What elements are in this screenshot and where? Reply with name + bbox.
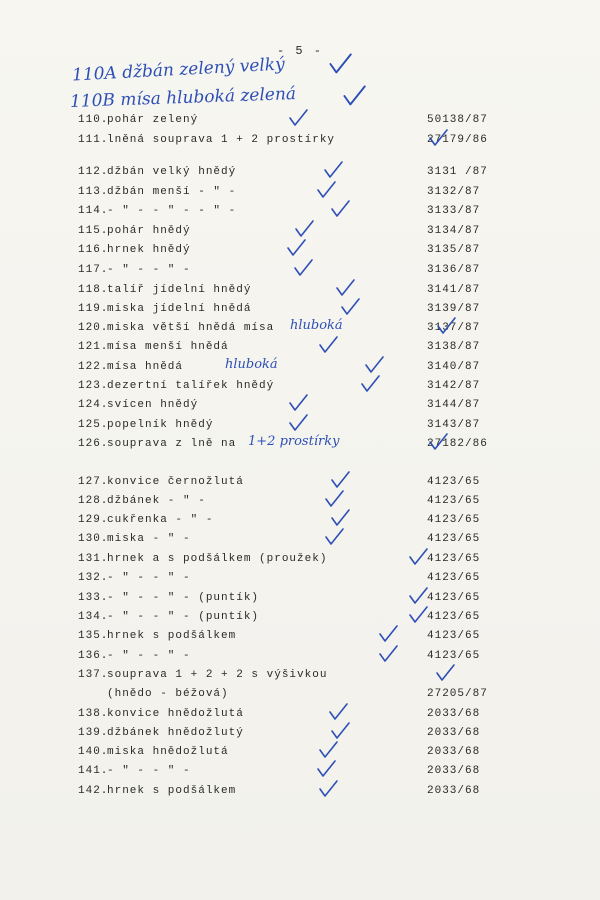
- check-mark-icon: [435, 664, 455, 682]
- item-description: cukřenka - " -: [107, 514, 214, 526]
- inventory-number: 2033/68: [427, 785, 481, 797]
- item-number: 120.: [78, 322, 109, 334]
- item-number: 138.: [78, 708, 109, 720]
- item-description: (hnědo - béžová): [107, 688, 229, 700]
- inventory-number: 3142/87: [427, 380, 481, 392]
- item-description: - " - - " - (puntík): [107, 611, 260, 623]
- item-description: džbán velký hnědý: [107, 166, 237, 178]
- list-item: [78, 592, 528, 608]
- inventory-number: 4123/65: [427, 553, 481, 565]
- check-mark-icon: [318, 780, 338, 798]
- inventory-number: 3133/87: [427, 205, 481, 217]
- list-item: [78, 318, 528, 338]
- check-mark-icon: [360, 375, 380, 393]
- item-description: miska - " -: [107, 533, 191, 545]
- inventory-number: 4123/65: [427, 592, 481, 604]
- item-number: 126.: [78, 438, 109, 450]
- check-mark-icon: [340, 298, 360, 316]
- item-description: hrnek s podšálkem: [107, 785, 237, 797]
- item-description: - " - - " -: [107, 765, 191, 777]
- inventory-number: 4123/65: [427, 630, 481, 642]
- item-number: 128.: [78, 495, 109, 507]
- check-mark-icon: [328, 52, 352, 76]
- check-mark-icon: [378, 625, 398, 643]
- list-item: [78, 134, 528, 150]
- item-description: svícen hnědý: [107, 399, 199, 411]
- item-number: 117.: [78, 264, 109, 276]
- item-description: hrnek a s podšálkem (proužek): [107, 553, 328, 565]
- check-mark-icon: [342, 84, 366, 108]
- list-item: [78, 495, 528, 511]
- list-item: [78, 166, 528, 182]
- list-item: [78, 186, 528, 202]
- item-description: - " - - " -: [107, 650, 191, 662]
- inventory-number: 27205/87: [427, 688, 488, 700]
- check-mark-icon: [318, 336, 338, 354]
- inventory-number: 3131 /87: [427, 166, 488, 178]
- item-description: - " - - " -: [107, 264, 191, 276]
- item-description: konvice černožlutá: [107, 476, 244, 488]
- inventory-number: 3137/87: [427, 322, 481, 334]
- list-item: [78, 553, 528, 569]
- inventory-number: 3134/87: [427, 225, 481, 237]
- check-mark-icon: [436, 317, 456, 335]
- item-number: 111.: [78, 134, 109, 146]
- inventory-number: 2033/68: [427, 765, 481, 777]
- item-description: džbán menší - " -: [107, 186, 237, 198]
- item-number: 116.: [78, 244, 109, 256]
- list-item: [78, 708, 528, 724]
- list-item: [78, 205, 528, 221]
- check-mark-icon: [428, 129, 448, 147]
- inventory-number: 3144/87: [427, 399, 481, 411]
- item-number: 127.: [78, 476, 109, 488]
- inventory-number: 4123/65: [427, 533, 481, 545]
- item-description: mísa menší hnědá: [107, 341, 229, 353]
- inventory-number: 4123/65: [427, 514, 481, 526]
- item-number: 112.: [78, 166, 109, 178]
- list-item: [78, 284, 528, 300]
- item-number: 118.: [78, 284, 109, 296]
- handwritten-header-line-1: 110A džbán zelený velký: [71, 54, 286, 86]
- item-number: 137.: [78, 669, 109, 681]
- item-description: talíř jídelní hnědý: [107, 284, 252, 296]
- item-number: 139.: [78, 727, 109, 739]
- list-item: [78, 727, 528, 743]
- inventory-number: 2033/68: [427, 708, 481, 720]
- item-description: miska hnědožlutá: [107, 746, 229, 758]
- item-description: miska jídelní hnědá: [107, 303, 252, 315]
- list-item: [78, 669, 528, 685]
- item-number: 130.: [78, 533, 109, 545]
- item-number: 142.: [78, 785, 109, 797]
- list-item: [78, 765, 528, 781]
- list-item: [78, 611, 528, 627]
- check-mark-icon: [330, 200, 350, 218]
- item-number: 140.: [78, 746, 109, 758]
- check-mark-icon: [316, 181, 336, 199]
- check-mark-icon: [288, 109, 308, 127]
- inventory-number: 4123/65: [427, 476, 481, 488]
- item-description: souprava 1 + 2 + 2 s výšivkou: [107, 669, 328, 681]
- item-number: 125.: [78, 419, 109, 431]
- check-mark-icon: [324, 528, 344, 546]
- item-number: 115.: [78, 225, 109, 237]
- inventory-number: 4123/65: [427, 611, 481, 623]
- item-description: konvice hnědožlutá: [107, 708, 244, 720]
- item-description: lněná souprava 1 + 2 prostírky: [107, 134, 336, 146]
- inventory-number: 3143/87: [427, 419, 481, 431]
- handwritten-note: hluboká: [225, 357, 278, 372]
- inventory-number: 3139/87: [427, 303, 481, 315]
- item-number: 113.: [78, 186, 109, 198]
- item-description: miska větší hnědá mísa: [107, 322, 275, 334]
- item-description: - " - - " -: [107, 572, 191, 584]
- handwritten-header-line-2: 110B mísa hluboká zelená: [69, 84, 297, 112]
- inventory-number: 4123/65: [427, 650, 481, 662]
- inventory-number: 2033/68: [427, 727, 481, 739]
- list-item: [78, 785, 528, 801]
- item-description: džbánek - " -: [107, 495, 206, 507]
- item-number: 110.: [78, 114, 109, 126]
- inventory-number: 3140/87: [427, 361, 481, 373]
- list-item: [78, 572, 528, 588]
- check-mark-icon: [318, 741, 338, 759]
- inventory-number: 4123/65: [427, 495, 481, 507]
- check-mark-icon: [288, 414, 308, 432]
- inventory-number: 3138/87: [427, 341, 481, 353]
- check-mark-icon: [286, 239, 306, 257]
- check-mark-icon: [428, 433, 448, 451]
- inventory-number: 2033/68: [427, 746, 481, 758]
- item-description: souprava z lně na: [107, 438, 237, 450]
- item-description: hrnek hnědý: [107, 244, 191, 256]
- list-item: [78, 746, 528, 762]
- item-description: popelník hnědý: [107, 419, 214, 431]
- item-number: 119.: [78, 303, 109, 315]
- inventory-number: 3141/87: [427, 284, 481, 296]
- item-number: 135.: [78, 630, 109, 642]
- check-mark-icon: [408, 587, 428, 605]
- check-mark-icon: [330, 722, 350, 740]
- item-number: 123.: [78, 380, 109, 392]
- check-mark-icon: [293, 259, 313, 277]
- item-description: mísa hnědá: [107, 361, 184, 373]
- list-item: [78, 434, 528, 454]
- check-mark-icon: [408, 548, 428, 566]
- list-item: [78, 303, 528, 319]
- list-item: [78, 650, 528, 666]
- inventory-number: 4123/65: [427, 572, 481, 584]
- item-number: 133.: [78, 592, 109, 604]
- inventory-number: 3136/87: [427, 264, 481, 276]
- item-description: - " - - " - - " -: [107, 205, 237, 217]
- list-item: [78, 630, 528, 646]
- check-mark-icon: [328, 703, 348, 721]
- item-number: 132.: [78, 572, 109, 584]
- item-number: 124.: [78, 399, 109, 411]
- check-mark-icon: [330, 471, 350, 489]
- item-number: 114.: [78, 205, 109, 217]
- item-number: 122.: [78, 361, 109, 373]
- check-mark-icon: [330, 509, 350, 527]
- list-item: [78, 688, 528, 704]
- check-mark-icon: [335, 279, 355, 297]
- handwritten-note: hluboká: [290, 318, 343, 333]
- item-number: 121.: [78, 341, 109, 353]
- inventory-number: 27182/86: [427, 438, 488, 450]
- page-number: - 5 -: [276, 44, 323, 58]
- check-mark-icon: [364, 356, 384, 374]
- inventory-number: 3135/87: [427, 244, 481, 256]
- check-mark-icon: [288, 394, 308, 412]
- list-item: [78, 357, 528, 377]
- item-description: pohár zelený: [107, 114, 199, 126]
- inventory-number: 3132/87: [427, 186, 481, 198]
- check-mark-icon: [316, 760, 336, 778]
- list-item: [78, 341, 528, 357]
- item-description: - " - - " - (puntík): [107, 592, 260, 604]
- check-mark-icon: [324, 490, 344, 508]
- item-description: džbánek hnědožlutý: [107, 727, 244, 739]
- list-item: [78, 514, 528, 530]
- item-description: hrnek s podšálkem: [107, 630, 237, 642]
- handwritten-note: 1+2 prostírky: [248, 434, 340, 449]
- check-mark-icon: [408, 606, 428, 624]
- item-description: dezertní talířek hnědý: [107, 380, 275, 392]
- inventory-number: 50138/87: [427, 114, 488, 126]
- item-number: 129.: [78, 514, 109, 526]
- list-item: [78, 476, 528, 492]
- item-number: 141.: [78, 765, 109, 777]
- check-mark-icon: [294, 220, 314, 238]
- item-number: 131.: [78, 553, 109, 565]
- item-number: 136.: [78, 650, 109, 662]
- list-item: [78, 533, 528, 549]
- check-mark-icon: [323, 161, 343, 179]
- inventory-number: 27179/86: [427, 134, 488, 146]
- check-mark-icon: [378, 645, 398, 663]
- item-description: pohár hnědý: [107, 225, 191, 237]
- item-number: 134.: [78, 611, 109, 623]
